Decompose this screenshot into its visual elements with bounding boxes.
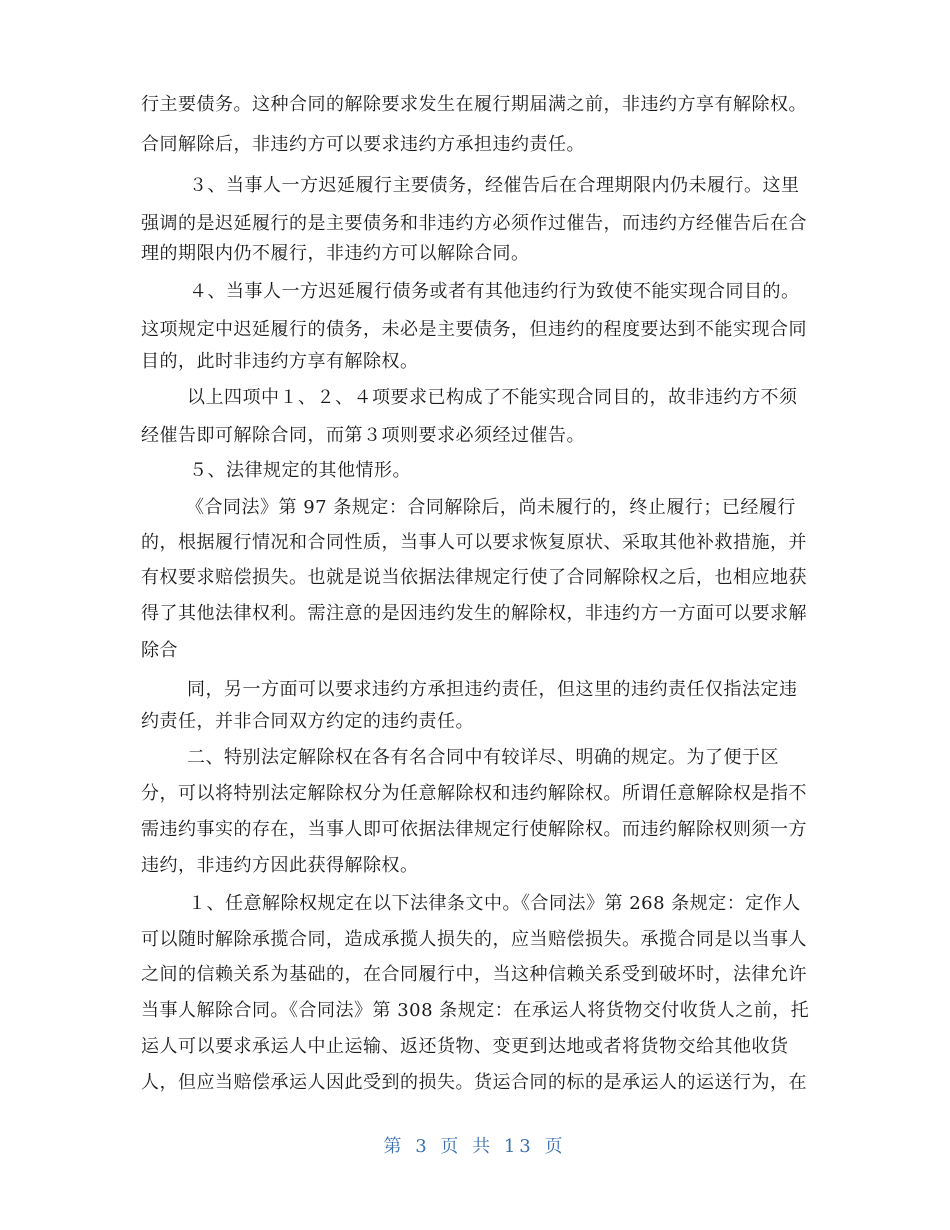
paragraph-line: 有权要求赔偿损失。也就是说当依据法律规定行使了合同解除权之后，也相应地获 bbox=[141, 567, 807, 588]
paragraph-line: 之间的信赖关系为基础的，在合同履行中，当这种信赖关系受到破坏时，法律允许 bbox=[141, 964, 807, 985]
paragraph-line: 目的，此时非违约方享有解除权。 bbox=[141, 351, 419, 372]
paragraph-line: 当事人解除合同。《合同法》第 308 条规定：在承运人将货物交付收货人之前，托 bbox=[141, 1000, 810, 1021]
paragraph-line: 以上四项中１、２、４项要求已构成了不能实现合同目的，故非违约方不须 bbox=[187, 387, 798, 408]
page-number-footer: 第 3 页 共 13 页 bbox=[383, 1136, 567, 1157]
paragraph-line: 约责任，并非合同双方约定的违约责任。 bbox=[141, 711, 474, 732]
paragraph-line: ５、法律规定的其他情形。 bbox=[189, 460, 411, 481]
paragraph-line: 二、特别法定解除权在各有名合同中有较详尽、明确的规定。为了便于区 bbox=[187, 747, 779, 768]
paragraph-line: 行主要债务。这种合同的解除要求发生在履行期届满之前，非违约方享有解除权。 bbox=[141, 94, 807, 115]
paragraph-line: 同，另一方面可以要求违约方承担违约责任，但这里的违约责任仅指法定违 bbox=[187, 679, 798, 700]
paragraph-line: 运人可以要求承运人中止运输、返还货物、变更到达地或者将货物交给其他收货 bbox=[141, 1036, 789, 1057]
paragraph-line: 《合同法》第 97 条规定：合同解除后，尚未履行的，终止履行；已经履行 bbox=[186, 497, 796, 518]
paragraph-line: 得了其他法律权利。需注意的是因违约发生的解除权，非违约方一方面可以要求解 bbox=[141, 603, 807, 624]
paragraph-line: 可以随时解除承揽合同，造成承揽人损失的，应当赔偿损失。承揽合同是以当事人 bbox=[141, 929, 807, 950]
paragraph-line: 需违约事实的存在，当事人即可依据法律规定行使解除权。而违约解除权则须一方 bbox=[141, 819, 807, 840]
paragraph-line: 这项规定中迟延履行的债务，未必是主要债务，但违约的程度要达到不能实现合同 bbox=[141, 319, 807, 340]
paragraph-line: 分，可以将特别法定解除权分为任意解除权和违约解除权。所谓任意解除权是指不 bbox=[141, 783, 807, 804]
paragraph-line: ３、当事人一方迟延履行主要债务，经催告后在合理期限内仍未履行。这里 bbox=[189, 175, 800, 196]
paragraph-line: 违约，非违约方因此获得解除权。 bbox=[141, 855, 419, 876]
paragraph-line: 合同解除后，非违约方可以要求违约方承担违约责任。 bbox=[141, 134, 585, 155]
paragraph-line: 的，根据履行情况和合同性质，当事人可以要求恢复原状、采取其他补救措施，并 bbox=[141, 532, 807, 553]
paragraph-line: １、任意解除权规定在以下法律条文中。《合同法》第 268 条规定：定作人 bbox=[188, 893, 801, 914]
paragraph-line: 人，但应当赔偿承运人因此受到的损失。货运合同的标的是承运人的运送行为，在 bbox=[141, 1072, 807, 1093]
paragraph-line: ４、当事人一方迟延履行债务或者有其他违约行为致使不能实现合同目的。 bbox=[189, 281, 800, 302]
paragraph-line: 除合 bbox=[141, 640, 178, 661]
paragraph-line: 理的期限内仍不履行，非违约方可以解除合同。 bbox=[141, 243, 530, 264]
paragraph-line: 强调的是迟延履行的是主要债务和非违约方必须作过催告，而违约方经催告后在合 bbox=[141, 213, 807, 234]
paragraph-line: 经催告即可解除合同，而第３项则要求必须经过催告。 bbox=[141, 425, 585, 446]
